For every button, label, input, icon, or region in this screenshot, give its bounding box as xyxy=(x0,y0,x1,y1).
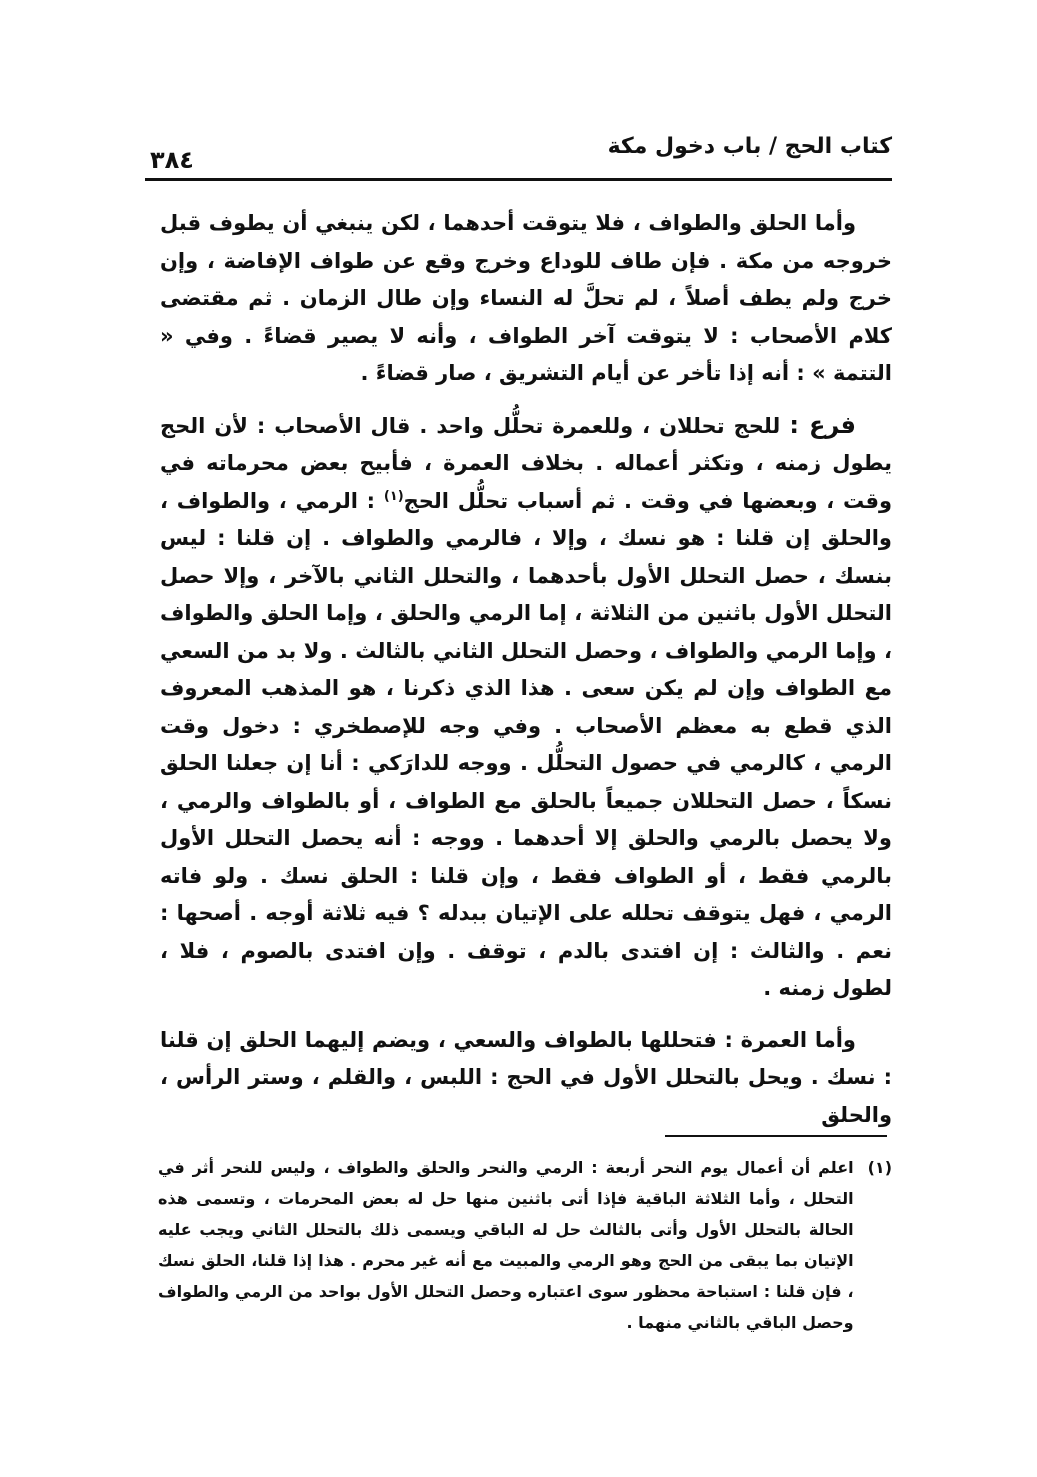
running-title: كتاب الحج / باب دخول مكة xyxy=(607,134,892,159)
footnote-text: اعلم أن أعمال يوم النحر أربعة : الرمي والنحر والحلق والطواف ، وليس للنحر أثر في التحلل ، وأما الثلاثة الباقية فإذا أتى باثنين منها حل له بعض المحرمات ، وتسمى هذه الحالة بالتحلل الأول وأتى بالثالث حل له الباقي ويسمى ذلك بالتحلل الثاني ويجب عليه الإتيان بما يبقى من الحج وهو الرمي والمبيت مع أنه غير محرم . هذا إذا قلنا، الحلق نسك ، فإن قلنا : استباحة محظور سوى اعتباره وحصل التحلل الأول بواحد من الرمي والطواف وحصل الباقي بالثاني منهما . xyxy=(158,1158,854,1332)
paragraph-umrah xyxy=(160,1022,892,1135)
branch-label: فرع : xyxy=(789,410,856,439)
page-number: ٣٨٤ xyxy=(150,146,194,174)
paragraph-text: للحج تحللان ، وللعمرة تحلُّل واحد . قال الأصحاب : لأن الحج يطول زمنه ، وتكثر أعماله . بخلاف العمرة ، فأبيح بعض محرماته في وقت ، وبعضها في وقت . ثم أسباب تحلُّل الحج xyxy=(160,413,893,513)
footnote-marker: (١) xyxy=(867,1158,892,1177)
footnotes xyxy=(158,1152,892,1338)
paragraph-text: وأما العمرة : فتحللها بالطواف والسعي ، ويضم إليهما الحلق إن قلنا : نسك . ويحل بالتحلل الأول في الحج : اللبس ، والقلم ، وستر الرأس ، والحلق xyxy=(160,1027,892,1127)
footnote-rule xyxy=(665,1135,887,1137)
running-head xyxy=(150,130,892,178)
footnote xyxy=(158,1152,892,1338)
paragraph-text: : الرمي ، والطواف ، والحلق إن قلنا : هو نسك ، وإلا ، فالرمي والطواف . إن قلنا : ليس بنسك ، حصل التحلل الأول بأحدهما ، والتحلل الثاني بالآخر ، وإلا حصل التحلل الأول باثنين من الثلاثة ، إما الرمي والحلق ، وإما الحلق والطواف ، وإما الرمي والطواف ، وحصل التحلل الثاني بالثالث . ولا بد من السعي مع الطواف وإن لم يكن سعى . هذا الذي ذكرنا ، هو المذهب المعروف الذي قطع به معظم الأصحاب . وفي وجه للإصطخري : دخول وقت الرمي ، كالرمي في حصول التحلُّل . ووجه للدارَكي : أنا إن جعلنا الحلق نسكاً ، حصل التحللان جميعاً بالحلق مع الطواف ، أو بالطواف والرمي ، ولا يحصل بالرمي والحلق إلا أحدهما . ووجه : أنه يحصل التحلل الأول بالرمي فقط ، أو الطواف فقط ، وإن قلنا : الحلق نسك . ولو فاته الرمي ، فهل يتوقف تحلله على الإتيان ببدله ؟ فيه ثلاثة أوجه . أصحها : نعم . والثالث : إن افتدى بالدم ، توقف . وإن افتدى بالصوم ، فلا ، لطول زمنه . xyxy=(160,488,892,1000)
paragraph-branch-tahallul xyxy=(160,407,892,1008)
header-rule xyxy=(145,178,892,181)
main-text xyxy=(160,205,892,1148)
footnote-reference[interactable]: (١) xyxy=(383,488,404,504)
paragraph-shaving-tawaf xyxy=(160,205,892,393)
paragraph-text: وأما الحلق والطواف ، فلا يتوقت أحدهما ، لكن ينبغي أن يطوف قبل خروجه من مكة . فإن طاف للوداع وخرج وقع عن طواف الإفاضة ، وإن خرج ولم يطف أصلاً ، لم تحلَّ له النساء وإن طال الزمان . ثم مقتضى كلام الأصحاب : لا يتوقت آخر الطواف ، وأنه لا يصير قضاءً . وفي « التتمة » : أنه إذا تأخر عن أيام التشريق ، صار قضاءً . xyxy=(160,211,892,385)
